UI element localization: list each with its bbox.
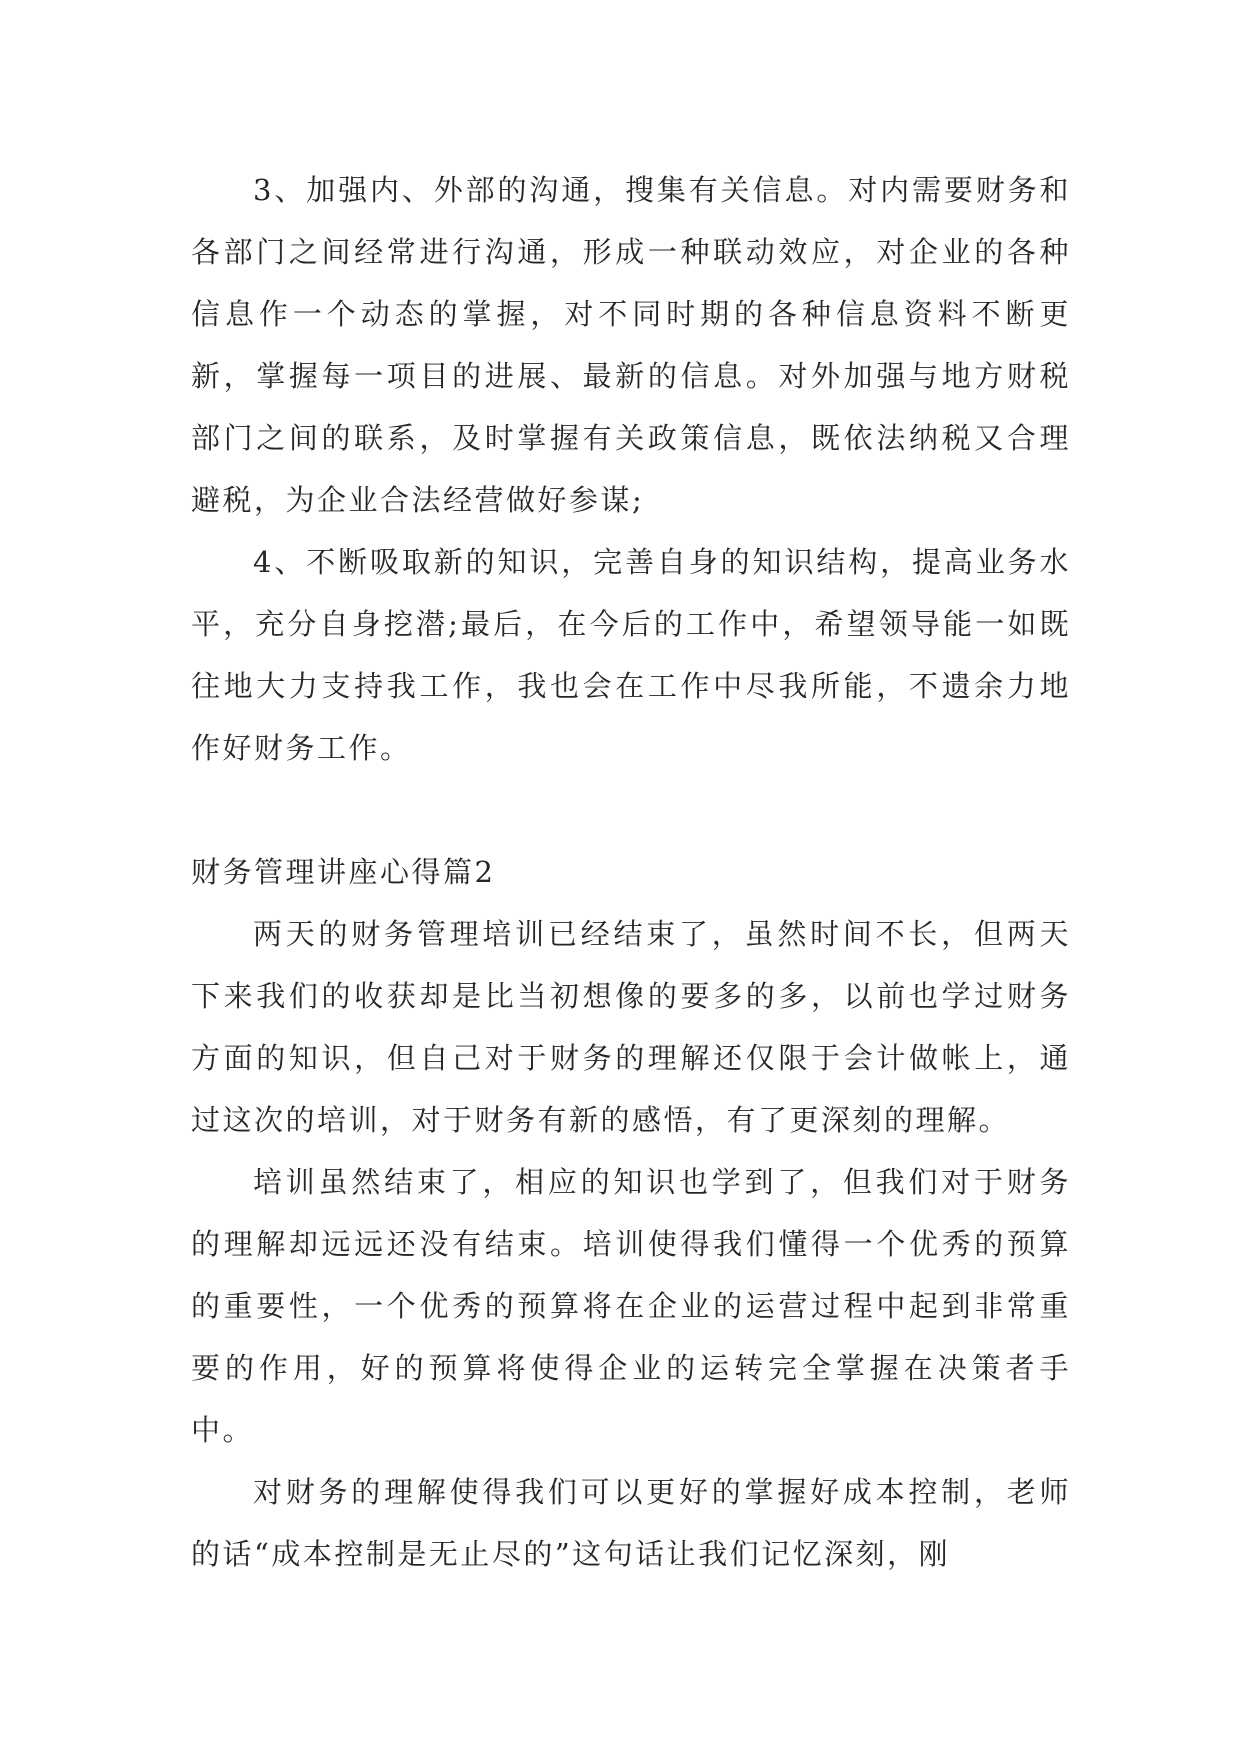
section-title: 财务管理讲座心得篇2 xyxy=(191,855,496,889)
paragraph-budget: 培训虽然结束了，相应的知识也学到了，但我们对于财务的理解却远远还没有结束。培训使得我们懂得一个优秀的预算的重要性，一个优秀的预算将在企业的运营过程中起到非常重要的作用，好的预算将使得企业的运转完全掌握在决策者手中。 xyxy=(191,1165,1071,1447)
paragraph-cost-control: 对财务的理解使得我们可以更好的掌握好成本控制，老师的话“成本控制是无止尽的”这句话让我们记忆深刻，刚 xyxy=(191,1475,1071,1571)
paragraph-intro: 两天的财务管理培训已经结束了，虽然时间不长，但两天下来我们的收获却是比当初想像的要多的多，以前也学过财务方面的知识，但自己对于财务的理解还仅限于会计做帐上，通过这次的培训，对于财务有新的感悟，有了更深刻的理解。 xyxy=(191,917,1071,1137)
document-body xyxy=(191,159,1071,1585)
paragraph-item-3: 3、加强内、外部的沟通，搜集有关信息。对内需要财务和各部门之间经常进行沟通，形成一种联动效应，对企业的各种信息作一个动态的掌握，对不同时期的各种信息资料不断更新，掌握每一项目的进展、最新的信息。对外加强与地方财税部门之间的联系，及时掌握有关政策信息，既依法纳税又合理避税，为企业合法经营做好参谋; xyxy=(191,173,1071,517)
paragraph-item-4: 4、不断吸取新的知识，完善自身的知识结构，提高业务水平，充分自身挖潜;最后，在今后的工作中，希望领导能一如既往地大力支持我工作，我也会在工作中尽我所能，不遗余力地作好财务工作。 xyxy=(191,545,1071,765)
